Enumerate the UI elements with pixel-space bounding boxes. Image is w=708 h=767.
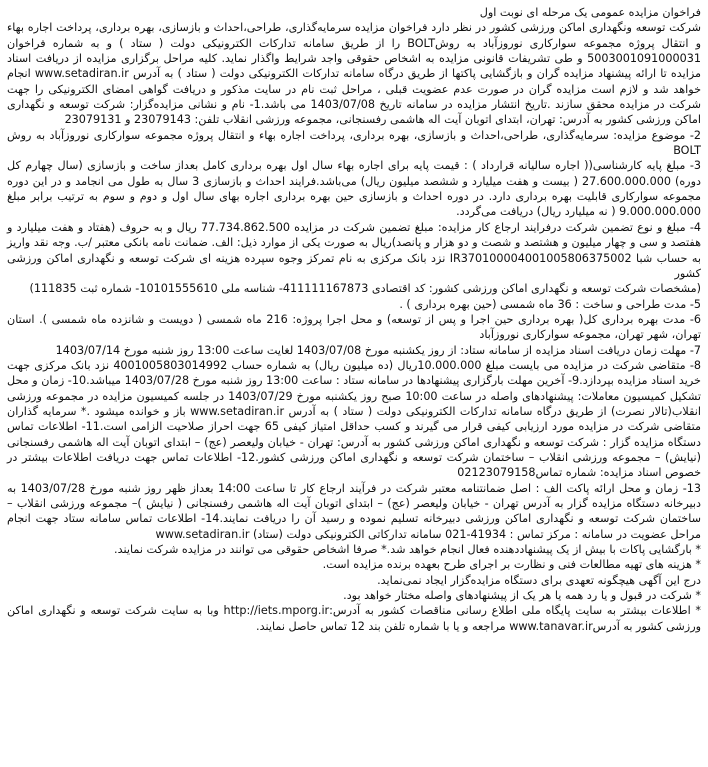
- notice-company-details: (مشخصات شرکت توسعه و نگهداری اماکن ورزشی کشور: کد اقتصادی 411111167873- شناسه ملی 10101555610- شماره ثبت 111835): [29, 282, 701, 296]
- notice-item-guarantee: 4- مبلغ و نوع تضمین شرکت درفرایند ارجاع کار مزایده: مبلغ تضمین شرکت در مزایده 77.734.862.500 ریال و به حروف (هفتاد و هفت میلیارد و هفتصد و سی و چهار میلیون و هشتصد و شصت و دو هزار و پانصد)ریال به صورت یکی از موارد ذیل: الف. ضمانت نامه بانکی معتبر /ب. وجه نقد واریز به حساب شبا IR370100004001005806375002 نزد بانک مرکزی به نام تمرکز وجوه سپرده هزینه ای شرکت توسعه و نگهداری اماکن ورزشی کشور: [7, 220, 701, 280]
- notice-intro-paragraph: شرکت توسعه ونگهداری اماکن ورزشی کشور در نظر دارد فراخوان مزایده سرمایه‌گذاری، طراحی،احداث و بازسازی، بهره برداری، پرداخت اجاره بهاء و انتقال پروژه مجموعه سوارکاری نوروزآباد به روشBOLT را از طریق سامانه تدارکات الکترونیکی دولت ( ستاد ) و به شماره فراخوان 5003001091000031 و طی تشریفات قانونی مزایده به اشخاص حقوقی واجد شرایط واگذار نماید. کلیه مراحل برگزاری مزایده از دریافت اسناد مزایده تا ارائه پیشنهاد مزایده گران و بازگشایی پاکتها از طریق درگاه سامانه تدارکات الکترونیکی دولت ( ستاد ) به آدرس www.setadiran.ir انجام خواهد شد و لازم است مزایده گران در صورت عدم عضویت قبلی ، مراحل ثبت نام در سایت مذکور و دریافت گواهی امضای الکترونیکی را جهت شرکت در مزایده محقق سازند .تاریخ انتشار مزایده در سامانه تاریخ 1403/07/08 می باشد.1- نام و نشانی مزایده‌گزار: شرکت توسعه و نگهداری اماکن ورزشی کشور به آدرس: تهران، ابتدای اتوبان آیت اله هاشمی رفسنجانی، مجموعه ورزشی انقلاب تلفن: 23079143 و 23079131: [7, 21, 702, 127]
- notice-note-more-info: * اطلاعات بیشتر به سایت پایگاه ملی اطلاع رسانی مناقصات کشور به آدرس:http://iets.mporg.ir وبا به سایت شرکت توسعه و نگهداری اماکن ورزشی کشور به آدرسwww.tanavar.ir مراجعه و یا با شماره تلفن بند 12 تماس حاصل نمایند.: [7, 604, 702, 633]
- notice-note-costs: * هزینه های تهیه مطالعات فنی و نظارت بر اجرای طرح بعهده برنده مزایده است.: [322, 558, 701, 572]
- notice-item-subject: 2- موضوع مزایده: سرمایه‌گذاری، طراحی،احداث و بازسازی، بهره برداری، پرداخت اجاره بهاء و انتقال پروژه مجموعه سوارکاری نوروزآباد به روش BOLT: [7, 128, 701, 158]
- notice-item-operation-period: 6- مدت بهره برداری کل( بهره برداری حین اجرا و پس از توسعه) و محل اجرا پروژه: 216 ماه شمسی ( دویست و شانزده ماه شمسی ). استان تهران، شهر تهران، مجموعه سوارکاری نوروزآباد: [7, 312, 702, 342]
- notice-item-document-deadline: 7- مهلت زمان دریافت اسناد مزایده از سامانه ستاد: از روز یکشنبه مورخ 1403/07/08 لغایت ساعت 13:00 روز شنبه مورخ 1403/07/14: [55, 343, 701, 357]
- notice-item-design-period: 5- مدت طراحی و ساخت : 36 ماه شمسی (حین بهره برداری ) .: [399, 297, 701, 311]
- notice-item-envelope-submission: 13- زمان و محل ارائه پاکت الف : اصل ضمانتنامه معتبر شرکت در فرآیند ارجاع کار تا ساعت 14:00 بعداز ظهر روز شنبه مورخ 1403/07/28 به دبیرخانه دستگاه مزایده گزار به آدرس تهران - خیابان ولیعصر (عج) – ابتدای اتوبان آیت اله هاشمی رفسنجانی ( نیایش )– مجموعه ورزشی انقلاب – ساختمان شرکت توسعه و نگهداری اماکن ورزشی دبیرخانه تسلیم نموده و رسید آن را دریافت نمایند.14- اطلاعات تماس سامانه ستاد جهت انجام مراحل عضویت در سامانه : مرکز تماس : 41934-021 سامانه تدارکاتی الکترونیکی دولت (ستاد) www.setadiran.ir: [7, 481, 701, 541]
- notice-item-base-price: 3- مبلغ پایه کارشناسی(( اجاره سالیانه قرارداد ) : قیمت پایه برای اجاره بهاء سال اول بهره برداری کامل بعداز ساخت و بازسازی (سال چهارم کل دوره) 27.600.000.000 ( بیست و هفت میلیارد و ششصد میلیون ریال) می‌باشد.فرایند احداث و بازسازی 3 سال به طول می انجامد و در این دوره مجموعه سوارکاری قابلیت بهره برداری دارد. در دوره احداث و بازسازی حین بهره برداری اجاره بهای سال اول و دوم و سوم به ترتیب برابر مبلغ 9.000.000.000 ( نه میلیارد ریال) دریافت می‌گردد.: [7, 159, 701, 219]
- notice-body: [7, 20, 701, 634]
- notice-title: فراخوان مزایده عمومی یک مرحله ای نوبت اول: [479, 6, 701, 19]
- notice-note-no-obligation: درج این آگهی هیچگونه تعهدی برای دستگاه مزایده‌گزار ایجاد نمی‌نماید.: [377, 573, 701, 587]
- notice-note-acceptance: * شرکت در قبول و یا رد همه یا هر یک از پیشنهادهای واصله مختار خواهد بود.: [343, 589, 701, 603]
- notice-item-fees-and-contacts: 8- متقاضی شرکت در مزایده می بایست مبلغ 10.000.000ریال (ده میلیون ریال) به شماره حساب 4001005803014992 نزد بانک مرکزی جهت خرید اسناد مزایده بپردازد.9- آخرین مهلت بارگزاری پیشنهادها در سامانه ستاد : ساعت 13:00 روز شنبه مورخ 1403/07/28 میباشد.10- زمان و محل تشکیل کمیسیون معاملات: پیشنهادهای واصله در ساعت 10:00 صبح روز یکشنبه مورخ 1403/07/29 در جلسه کمیسیون مزایده در مجموعه ورزشی انقلاب(تالار نصرت) از طریق درگاه سامانه تدارکات الکترونیکی دولت ( ستاد ) به آدرس www.setadiran.ir باز و خوانده میشود .* سرمایه گذاران متقاضی شرکت در مزایده مورد ارزیابی کیفی قرار می گیرند و کسب حداقل امتیاز کیفی 65 جهت احراز صلاحیت الزامی است.11- اطلاعات تماس دستگاه مزایده گزار : شرکت توسعه و نگهداری اماکن ورزشی کشور به آدرس: تهران - خیابان ولیعصر (عج) – ابتدای اتوبان آیت اله هاشمی رفسنجانی (نیایش) – مجموعه ورزشی انقلاب – ساختمان شرکت توسعه و نگهداری اماکن ورزشی کشور.12- اطلاعات تماس جهت دریافت اطلاعات بیشتر در خصوص اسناد مزایده: شماره تماس02123079158: [7, 358, 702, 480]
- notice-note-opening: * بارگشایی پاکات با بیش از یک پیشنهاددهنده فعال انجام خواهد شد.* صرفا اشخاص حقوقی می توانند در مزایده شرکت نمایند.: [114, 543, 701, 557]
